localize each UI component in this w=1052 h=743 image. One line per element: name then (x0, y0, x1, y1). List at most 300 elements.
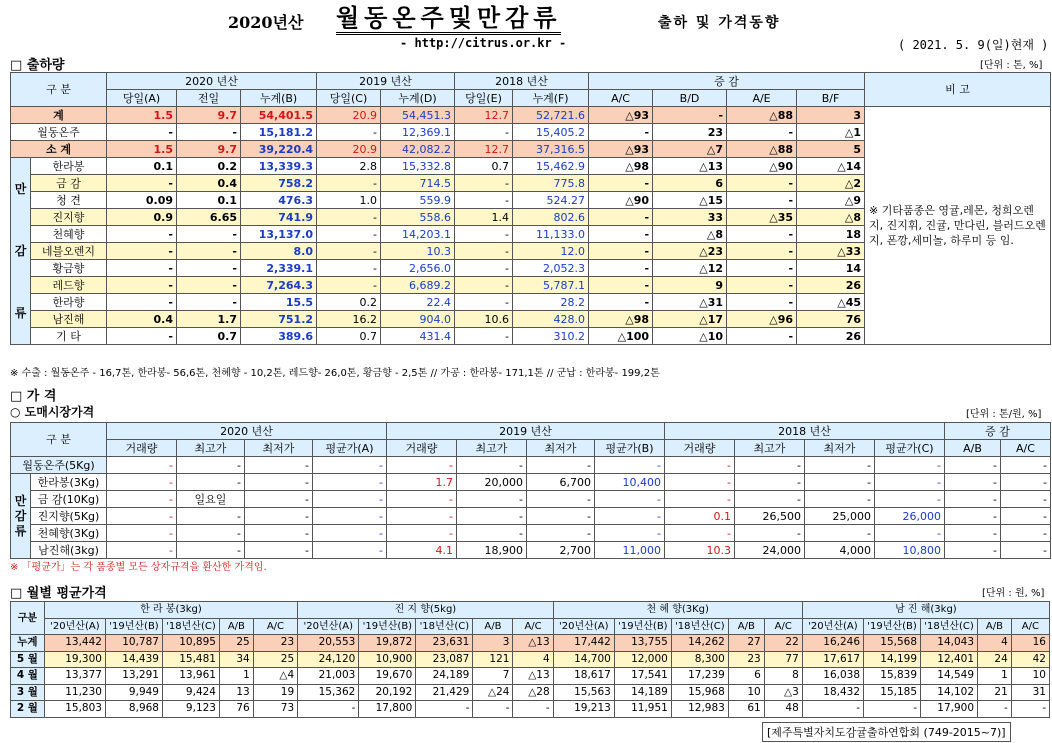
value-cell: △9 (797, 192, 865, 209)
value-cell: - (589, 294, 653, 311)
value-cell: - (727, 175, 797, 192)
value-cell: 16,246 (802, 635, 863, 652)
row-label: 월동온주 (11, 124, 107, 141)
value-cell: - (107, 226, 177, 243)
header-cell: 누계(F) (513, 90, 589, 107)
value-cell: - (527, 457, 595, 474)
value-cell: - (727, 328, 797, 345)
value-cell: 15,362 (298, 684, 359, 701)
value-cell: - (665, 491, 735, 508)
value-cell: - (177, 294, 241, 311)
value-cell: - (177, 124, 241, 141)
value-cell: - (107, 542, 177, 559)
value-cell: 15,405.2 (513, 124, 589, 141)
row-label: 천혜향 (31, 226, 107, 243)
header-cell: A/B (728, 618, 764, 635)
value-cell: - (978, 701, 1012, 718)
header-cell: 비 고 (865, 73, 1051, 107)
header-cell: 누계(D) (381, 90, 455, 107)
value-cell: 9.7 (177, 107, 241, 124)
value-cell: - (945, 525, 1001, 542)
value-cell: - (473, 701, 513, 718)
value-cell: 1.7 (387, 474, 457, 491)
value-cell: - (107, 328, 177, 345)
value-cell: - (727, 294, 797, 311)
value-cell: △3 (764, 684, 802, 701)
value-cell: 2,656.0 (381, 260, 455, 277)
value-cell: △35 (727, 209, 797, 226)
value-cell: 26 (797, 277, 865, 294)
header-cell: 증 감 (589, 73, 865, 90)
value-cell: △23 (653, 243, 727, 260)
row-label: 금 감(10Kg) (31, 491, 107, 508)
value-cell: 4,000 (805, 542, 875, 559)
site-url[interactable]: - http://citrus.or.kr - (400, 36, 567, 50)
value-cell: - (317, 226, 381, 243)
header-cell: 2020 년산 (107, 73, 317, 90)
value-cell: 18 (797, 226, 865, 243)
value-cell: - (455, 175, 513, 192)
value-cell: 24,120 (298, 651, 359, 668)
header-cell: '20년산(A) (44, 618, 105, 635)
value-cell: 15,968 (671, 684, 728, 701)
value-cell: - (457, 508, 527, 525)
header-cell: '20년산(A) (553, 618, 614, 635)
value-cell: - (387, 457, 457, 474)
value-cell: 42 (1011, 651, 1049, 668)
value-cell: 0.1 (177, 192, 241, 209)
value-cell: 5 (797, 141, 865, 158)
value-cell: 1.5 (107, 107, 177, 124)
value-cell: - (313, 542, 387, 559)
value-cell: - (455, 294, 513, 311)
value-cell: 21 (978, 684, 1012, 701)
value-cell: △8 (653, 226, 727, 243)
value-cell: 13,442 (44, 635, 105, 652)
value-cell: 21,003 (298, 668, 359, 685)
header-row (11, 73, 1051, 90)
row-label: 청 견 (31, 192, 107, 209)
value-cell: - (945, 474, 1001, 491)
header-cell: A/C (253, 618, 297, 635)
value-cell: 6 (728, 668, 764, 685)
header-cell: 최고가 (735, 440, 805, 457)
value-cell: △13 (513, 668, 553, 685)
value-cell: 3 (473, 635, 513, 652)
value-cell: 일요일 (177, 491, 245, 508)
header-cell: 최고가 (177, 440, 245, 457)
value-cell: - (107, 294, 177, 311)
value-cell: 14,189 (614, 684, 671, 701)
value-cell: - (455, 243, 513, 260)
value-cell: 20,000 (457, 474, 527, 491)
value-cell: - (455, 328, 513, 345)
value-cell: - (875, 474, 945, 491)
header-cell: 최저가 (527, 440, 595, 457)
value-cell: - (875, 491, 945, 508)
value-cell: 12,983 (671, 701, 728, 718)
value-cell: - (313, 508, 387, 525)
value-cell: - (735, 457, 805, 474)
value-cell: 9,123 (162, 701, 219, 718)
value-cell: 11,951 (614, 701, 671, 718)
value-cell: 11,000 (595, 542, 665, 559)
value-cell: 23 (728, 651, 764, 668)
value-cell: 24 (978, 651, 1012, 668)
row-label: 한라향 (31, 294, 107, 311)
value-cell: 10,895 (162, 635, 219, 652)
value-cell: - (177, 226, 241, 243)
value-cell: 121 (473, 651, 513, 668)
value-cell: 310.2 (513, 328, 589, 345)
value-cell: 27 (728, 635, 764, 652)
row-label: 진지향 (31, 209, 107, 226)
section-monthly-title: □ 월별 평균가격 (10, 586, 107, 601)
value-cell: 802.6 (513, 209, 589, 226)
row-label: 한라봉(3Kg) (31, 474, 107, 491)
value-cell: △31 (653, 294, 727, 311)
value-cell: - (416, 701, 473, 718)
header-cell: 남 진 해(3kg) (802, 602, 1049, 619)
value-cell: 6,689.2 (381, 277, 455, 294)
value-cell: 1.0 (317, 192, 381, 209)
header-cell: A/B (473, 618, 513, 635)
value-cell: 19,872 (359, 635, 416, 652)
value-cell: 17,541 (614, 668, 671, 685)
value-cell: - (727, 277, 797, 294)
row-label: 금 감 (31, 175, 107, 192)
header-year: 2020년산 (228, 13, 304, 32)
header-cell: 거래량 (387, 440, 457, 457)
value-cell: - (589, 124, 653, 141)
value-cell: 0.2 (177, 158, 241, 175)
row-label: 한라봉 (31, 158, 107, 175)
value-cell: - (805, 491, 875, 508)
value-cell: 16.2 (317, 311, 381, 328)
value-cell: 9.7 (177, 141, 241, 158)
value-cell: 13,291 (105, 668, 162, 685)
value-cell: - (107, 277, 177, 294)
value-cell: 17,617 (802, 651, 863, 668)
value-cell: △96 (727, 311, 797, 328)
value-cell: △13 (653, 158, 727, 175)
value-cell: 17,900 (921, 701, 978, 718)
value-cell: △8 (797, 209, 865, 226)
value-cell: - (107, 474, 177, 491)
value-cell: 7,264.3 (241, 277, 317, 294)
value-cell: 0.1 (107, 158, 177, 175)
value-cell: △14 (797, 158, 865, 175)
value-cell: 20,553 (298, 635, 359, 652)
value-cell: 14,439 (105, 651, 162, 668)
row-label: 소 계 (11, 141, 107, 158)
value-cell: 10.3 (381, 243, 455, 260)
value-cell: 18,617 (553, 668, 614, 685)
value-cell: - (313, 525, 387, 542)
header-row (11, 423, 1051, 440)
header-cell: A/B (219, 618, 253, 635)
header-cell: 2020 년산 (107, 423, 387, 440)
value-cell: 8 (764, 668, 802, 685)
value-cell: - (727, 192, 797, 209)
side-char: 류 (14, 523, 27, 538)
value-cell: 73 (253, 701, 297, 718)
table-row (11, 701, 1050, 718)
value-cell: - (864, 701, 921, 718)
value-cell: - (177, 457, 245, 474)
header-cell: 진 지 향(5kg) (298, 602, 554, 619)
header-cell: A/B (945, 440, 1001, 457)
value-cell: - (727, 226, 797, 243)
side-char: 감 (14, 508, 27, 523)
value-cell: - (589, 175, 653, 192)
header-cell: A/C (764, 618, 802, 635)
header-cell: 천 혜 향(3Kg) (553, 602, 802, 619)
table-row (11, 542, 1051, 559)
value-cell: - (298, 701, 359, 718)
value-cell: △88 (727, 141, 797, 158)
value-cell: △100 (589, 328, 653, 345)
value-cell: - (177, 508, 245, 525)
value-cell: 31 (1011, 684, 1049, 701)
value-cell: - (455, 192, 513, 209)
value-cell: 15,568 (864, 635, 921, 652)
value-cell: - (1001, 474, 1051, 491)
value-cell: 10.6 (455, 311, 513, 328)
value-cell: 28.2 (513, 294, 589, 311)
value-cell: 14,262 (671, 635, 728, 652)
value-cell: - (387, 491, 457, 508)
value-cell: - (317, 209, 381, 226)
value-cell: 6 (653, 175, 727, 192)
value-cell: △98 (589, 311, 653, 328)
side-char: 만 (14, 493, 27, 508)
value-cell: 15,839 (864, 668, 921, 685)
value-cell: 17,442 (553, 635, 614, 652)
header-cell: 한 라 봉(3kg) (44, 602, 297, 619)
header-cell: B/F (797, 90, 865, 107)
value-cell: - (317, 277, 381, 294)
value-cell: - (457, 457, 527, 474)
header-cell: '19년산(B) (105, 618, 162, 635)
value-cell: 18,900 (457, 542, 527, 559)
value-cell: 13,137.0 (241, 226, 317, 243)
value-cell: - (455, 260, 513, 277)
value-cell: 758.2 (241, 175, 317, 192)
value-cell: 0.9 (107, 209, 177, 226)
value-cell: 1.7 (177, 311, 241, 328)
value-cell: 431.4 (381, 328, 455, 345)
value-cell: 14,700 (553, 651, 614, 668)
header-cell: 2018 년산 (665, 423, 945, 440)
value-cell: 14 (797, 260, 865, 277)
value-cell: 0.2 (317, 294, 381, 311)
value-cell: 26 (797, 328, 865, 345)
value-cell: △45 (797, 294, 865, 311)
value-cell: 25 (219, 635, 253, 652)
header-row (11, 440, 1051, 457)
value-cell: 13,755 (614, 635, 671, 652)
value-cell: 18,432 (802, 684, 863, 701)
value-cell: 17,800 (359, 701, 416, 718)
value-cell: 16,038 (802, 668, 863, 685)
value-cell: - (665, 474, 735, 491)
value-cell: 20.9 (317, 141, 381, 158)
value-cell: 2,052.3 (513, 260, 589, 277)
value-cell: - (665, 457, 735, 474)
value-cell: 17,239 (671, 668, 728, 685)
value-cell: 76 (219, 701, 253, 718)
header-cell: '19년산(B) (864, 618, 921, 635)
value-cell: - (875, 525, 945, 542)
value-cell: - (457, 525, 527, 542)
value-cell: 13,961 (162, 668, 219, 685)
value-cell: △12 (653, 260, 727, 277)
value-cell: - (387, 525, 457, 542)
value-cell: 22 (764, 635, 802, 652)
table-row (11, 635, 1050, 652)
value-cell: - (527, 491, 595, 508)
value-cell: 10 (1011, 668, 1049, 685)
value-cell: 15,563 (553, 684, 614, 701)
value-cell: 8.0 (241, 243, 317, 260)
header-cell: '20년산(A) (298, 618, 359, 635)
page-header (0, 4, 1052, 34)
value-cell: - (595, 457, 665, 474)
value-cell: - (665, 525, 735, 542)
value-cell: - (317, 260, 381, 277)
header-cell: A/C (513, 618, 553, 635)
header-cell: 전일 (177, 90, 241, 107)
value-cell: - (387, 508, 457, 525)
value-cell: 19,300 (44, 651, 105, 668)
header-cell: 최저가 (245, 440, 313, 457)
section-monthly-unit: [단위 : 원, %] (982, 588, 1045, 599)
value-cell: 0.09 (107, 192, 177, 209)
header-cell: 구분 (11, 602, 45, 635)
header-cell: '18년산(C) (416, 618, 473, 635)
value-cell: 19 (253, 684, 297, 701)
value-cell: - (107, 508, 177, 525)
value-cell: 8,300 (671, 651, 728, 668)
value-cell: - (455, 277, 513, 294)
value-cell: △2 (797, 175, 865, 192)
remark-cell: ※ 기타품종은 영귤,레몬, 청희오렌지, 진지휘, 진귤, 만다린, 블러드오렌지, 폰깡,세미놀, 하루미 등 임. (865, 107, 1051, 345)
header-cell: '19년산(B) (359, 618, 416, 635)
value-cell: 10 (728, 684, 764, 701)
value-cell: 10,787 (105, 635, 162, 652)
value-cell: △10 (653, 328, 727, 345)
value-cell: 524.27 (513, 192, 589, 209)
value-cell: 10,800 (875, 542, 945, 559)
value-cell: △13 (513, 635, 553, 652)
value-cell: 10,900 (359, 651, 416, 668)
table-row (11, 668, 1050, 685)
value-cell: 13,377 (44, 668, 105, 685)
value-cell: 9 (653, 277, 727, 294)
value-cell: 559.9 (381, 192, 455, 209)
value-cell: - (735, 474, 805, 491)
value-cell: 23,087 (416, 651, 473, 668)
row-label: 천혜향(3Kg) (31, 525, 107, 542)
row-label: 누계 (11, 635, 45, 652)
header-cell: 거래량 (107, 440, 177, 457)
value-cell: 1 (978, 668, 1012, 685)
value-cell: 1.5 (107, 141, 177, 158)
header-cell: '19년산(B) (614, 618, 671, 635)
header-cell: 누계(B) (241, 90, 317, 107)
value-cell: 54,401.5 (241, 107, 317, 124)
value-cell: - (1001, 525, 1051, 542)
value-cell: 12,369.1 (381, 124, 455, 141)
header-row (11, 602, 1050, 619)
row-label: 황금향 (31, 260, 107, 277)
value-cell: 0.7 (177, 328, 241, 345)
table-row (11, 508, 1051, 525)
section-price-title: □ 가 격 (10, 389, 57, 404)
value-cell: 11,230 (44, 684, 105, 701)
value-cell: 9,424 (162, 684, 219, 701)
header-cell: '18년산(C) (162, 618, 219, 635)
value-cell: - (595, 491, 665, 508)
value-cell: 2,700 (527, 542, 595, 559)
value-cell: - (1011, 701, 1049, 718)
export-footnote: ※ 수출 : 월동온주 - 16,7톤, 한라봉- 56,6톤, 천혜향 - 10,2톤, 레드향- 26,0톤, 황금향 - 2,5톤 // 가공 : 한라봉- 171,1톤 // 군납 : 한라봉- 199,2톤 (10, 368, 660, 379)
value-cell: - (727, 124, 797, 141)
value-cell: - (245, 491, 313, 508)
table-row (11, 474, 1051, 491)
value-cell: - (805, 474, 875, 491)
header-cell: 당일(E) (455, 90, 513, 107)
value-cell: - (313, 457, 387, 474)
value-cell: △1 (797, 124, 865, 141)
value-cell: 76 (797, 311, 865, 328)
value-cell: 904.0 (381, 311, 455, 328)
page-subtitle: 출하 및 가격동향 (658, 15, 781, 31)
header-row (11, 618, 1050, 635)
value-cell: - (177, 260, 241, 277)
header-cell: '20년산(A) (802, 618, 863, 635)
value-cell: - (177, 542, 245, 559)
value-cell: 428.0 (513, 311, 589, 328)
value-cell: - (455, 124, 513, 141)
header-cell: 2019 년산 (317, 73, 455, 90)
value-cell: 20.9 (317, 107, 381, 124)
value-cell: 14,102 (921, 684, 978, 701)
row-label: 월동온주(5Kg) (11, 457, 107, 474)
value-cell: - (107, 124, 177, 141)
value-cell: 19,213 (553, 701, 614, 718)
value-cell: 48 (764, 701, 802, 718)
side-label-mangam (11, 158, 31, 345)
wholesale-price-subtitle: ○ 도매시장가격 (10, 405, 95, 419)
header-cell: 최고가 (457, 440, 527, 457)
report-date: ( 2021. 5. 9(일)현재 ) (898, 38, 1049, 52)
value-cell: 6,700 (527, 474, 595, 491)
side-char: 감 (14, 244, 27, 258)
row-label: 5 월 (11, 651, 45, 668)
header-cell: 구 분 (11, 423, 107, 457)
value-cell: 26,500 (735, 508, 805, 525)
header-cell: A/E (727, 90, 797, 107)
value-cell: 16 (1011, 635, 1049, 652)
row-label: 남진해 (31, 311, 107, 328)
value-cell: - (1001, 508, 1051, 525)
value-cell: 25,000 (805, 508, 875, 525)
value-cell: 19,670 (359, 668, 416, 685)
value-cell: △93 (589, 141, 653, 158)
value-cell: - (727, 260, 797, 277)
